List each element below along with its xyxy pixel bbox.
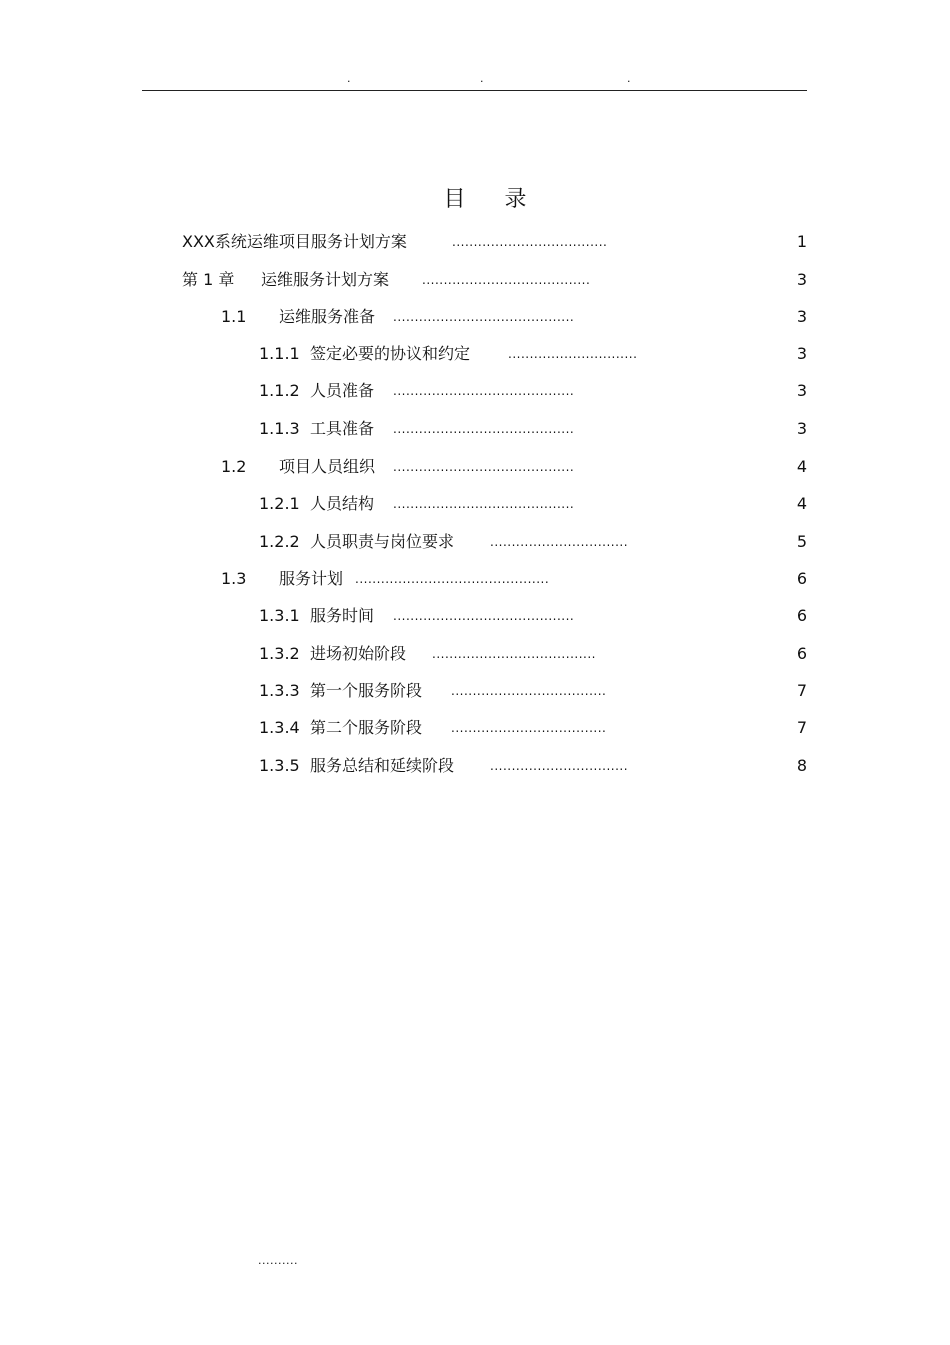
toc-page-number: 3 — [796, 344, 807, 363]
toc-entry-label: 服务时间 — [310, 606, 375, 625]
toc-entry-number: 1.2.1 — [259, 494, 300, 513]
toc-entry[interactable] — [0, 567, 950, 591]
toc-leader: ................................ — [490, 759, 629, 773]
toc-leader: ...................................... — [432, 647, 596, 661]
toc-entry-number: 1.2.2 — [259, 532, 300, 551]
footer-dots: .......... — [258, 1254, 298, 1267]
toc-leader: ................................ — [490, 535, 629, 549]
toc-page-number: 8 — [796, 756, 807, 775]
header-dot: . — [480, 72, 484, 85]
toc-entry[interactable] — [0, 305, 950, 329]
toc-entry[interactable] — [0, 754, 950, 778]
toc-page-number: 4 — [796, 494, 807, 513]
toc-entry-label: 项目人员组织 — [279, 457, 376, 476]
toc-entry-label: 签定必要的协议和约定 — [310, 344, 471, 363]
toc-entry-number: 1.3.4 — [259, 718, 300, 737]
toc-page-number: 4 — [796, 457, 807, 476]
toc-entry-label: XXX系统运维项目服务计划方案 — [182, 232, 407, 251]
toc-entry-number: 1.3.2 — [259, 644, 300, 663]
toc-page-number: 6 — [796, 606, 807, 625]
toc-entry-number: 第 1 章 — [182, 270, 235, 289]
toc-page-number: 3 — [796, 270, 807, 289]
toc-leader: .......................................... — [393, 497, 575, 511]
toc-page-number: 3 — [796, 419, 807, 438]
toc-leader: .......................................... — [393, 460, 575, 474]
toc-entry-number: 1.1.1 — [259, 344, 300, 363]
toc-entry-number: 1.2 — [221, 457, 247, 476]
header-dot: . — [627, 72, 631, 85]
toc-entry[interactable] — [0, 417, 950, 441]
toc-entry[interactable] — [0, 679, 950, 703]
toc-title: 目 录 — [443, 187, 543, 212]
toc-page-number: 7 — [796, 681, 807, 700]
toc-entry[interactable] — [0, 455, 950, 479]
toc-entry[interactable] — [0, 268, 950, 292]
header-dot: . — [347, 72, 351, 85]
toc-page-number: 3 — [796, 381, 807, 400]
toc-entry-label: 第一个服务阶段 — [310, 681, 423, 700]
toc-page-number: 3 — [796, 307, 807, 326]
toc-entry-label: 运维服务计划方案 — [261, 270, 390, 289]
toc-entry-number: 1.1.3 — [259, 419, 300, 438]
toc-leader: .................................... — [451, 684, 607, 698]
toc-entry[interactable] — [0, 530, 950, 554]
toc-entry-label: 人员结构 — [310, 494, 375, 513]
toc-entry-label: 第二个服务阶段 — [310, 718, 423, 737]
toc-entry-label: 工具准备 — [310, 419, 375, 438]
toc-page-number: 1 — [796, 232, 807, 251]
header-rule — [142, 90, 807, 91]
toc-page-number: 6 — [796, 644, 807, 663]
toc-entry-number: 1.3.5 — [259, 756, 300, 775]
toc-entry-label: 人员职责与岗位要求 — [310, 532, 455, 551]
toc-entry[interactable] — [0, 342, 950, 366]
toc-entry-label: 运维服务准备 — [279, 307, 376, 326]
toc-entry-label: 人员准备 — [310, 381, 375, 400]
toc-leader: .......................................... — [393, 609, 575, 623]
toc-entry[interactable] — [0, 604, 950, 628]
toc-entry[interactable] — [0, 230, 950, 254]
header-dots — [0, 72, 950, 86]
toc-page-number: 5 — [796, 532, 807, 551]
toc-entry-number: 1.1 — [221, 307, 247, 326]
toc-entry-label: 进场初始阶段 — [310, 644, 407, 663]
toc-entry-label: 服务计划 — [279, 569, 344, 588]
toc-page-number: 7 — [796, 718, 807, 737]
toc-entry[interactable] — [0, 642, 950, 666]
toc-leader: .................................... — [451, 721, 607, 735]
toc-page-number: 6 — [796, 569, 807, 588]
toc-leader: .......................................... — [393, 310, 575, 324]
toc-entry[interactable] — [0, 716, 950, 740]
toc-entry-number: 1.3.3 — [259, 681, 300, 700]
toc-entry[interactable] — [0, 379, 950, 403]
toc-entry-number: 1.3.1 — [259, 606, 300, 625]
toc-entry-number: 1.3 — [221, 569, 247, 588]
toc-leader: ....................................... — [422, 273, 591, 287]
toc-leader: ............................................. — [355, 572, 550, 586]
toc-entry[interactable] — [0, 492, 950, 516]
toc-entry-label: 服务总结和延续阶段 — [310, 756, 455, 775]
toc-leader: .......................................... — [393, 384, 575, 398]
toc-entry-number: 1.1.2 — [259, 381, 300, 400]
toc-leader: .................................... — [452, 235, 608, 249]
toc-leader: .............................. — [508, 347, 638, 361]
toc-leader: .......................................... — [393, 422, 575, 436]
